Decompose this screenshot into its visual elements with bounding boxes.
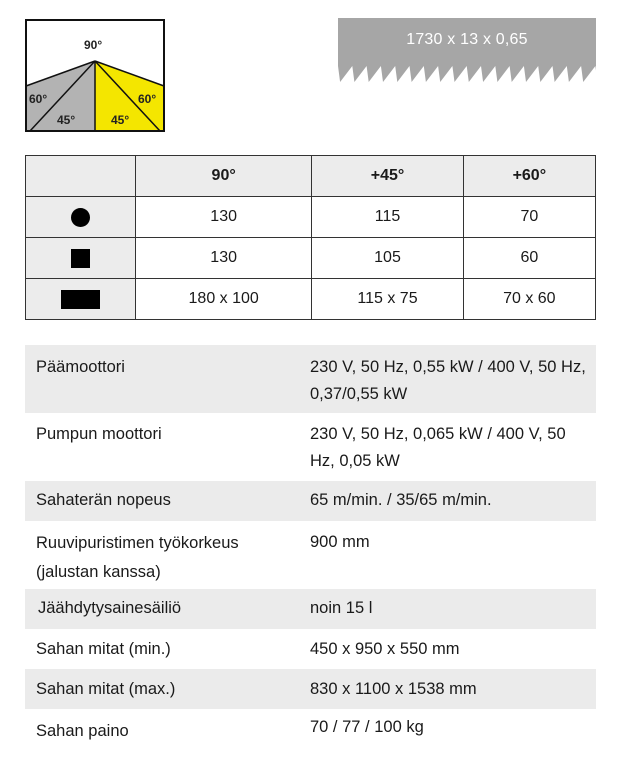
shape-cell bbox=[26, 238, 136, 279]
header-90: 90° bbox=[136, 156, 312, 197]
table-cell: 115 x 75 bbox=[312, 279, 463, 320]
spec-row-vise-height bbox=[25, 521, 596, 589]
table-cell: 70 bbox=[463, 197, 595, 238]
angle-label-90: 90° bbox=[84, 38, 103, 52]
shape-cell bbox=[26, 279, 136, 320]
angle-label-right-60: 60° bbox=[138, 92, 157, 106]
spec-label: Jäähdytysainesäiliö bbox=[38, 599, 182, 617]
table-row bbox=[26, 238, 596, 279]
spec-value: noin 15 l bbox=[310, 599, 373, 617]
square-bar-icon bbox=[71, 249, 90, 268]
table-row bbox=[26, 279, 596, 320]
spec-row-min-dimensions bbox=[25, 629, 596, 669]
spec-value: 450 x 950 x 550 mm bbox=[310, 640, 460, 658]
spec-row-main-motor bbox=[25, 345, 596, 413]
table-cell: 60 bbox=[463, 238, 595, 279]
spec-label: Sahan paino bbox=[36, 722, 129, 740]
spec-row-max-dimensions bbox=[25, 669, 596, 709]
spec-value: 65 m/min. / 35/65 m/min. bbox=[310, 491, 492, 509]
header-plus-60: +60° bbox=[463, 156, 595, 197]
table-cell: 130 bbox=[136, 197, 312, 238]
angle-label-left-45: 45° bbox=[57, 113, 76, 127]
table-cell: 115 bbox=[312, 197, 463, 238]
miter-angle-graphic bbox=[25, 19, 165, 132]
spec-row-blade-speed bbox=[25, 481, 596, 521]
saw-blade-banner bbox=[338, 18, 596, 82]
spec-value: 900 mm bbox=[310, 533, 370, 551]
blade-dimensions: 1730 x 13 x 0,65 bbox=[406, 31, 528, 48]
header-plus-45: +45° bbox=[312, 156, 463, 197]
spec-label: Sahan mitat (max.) bbox=[36, 680, 176, 698]
table-cell: 70 x 60 bbox=[463, 279, 595, 320]
specifications-table bbox=[25, 345, 596, 751]
miter-angle-diagram bbox=[25, 19, 165, 132]
spec-value: 230 V, 50 Hz, 0,55 kW / 400 V, 50 Hz, 0,37/0,55 kW bbox=[310, 358, 586, 403]
saw-blade-graphic bbox=[338, 18, 596, 82]
spec-row-weight bbox=[25, 709, 596, 751]
spec-label: Päämoottori bbox=[36, 358, 125, 376]
table-cell: 180 x 100 bbox=[136, 279, 312, 320]
spec-label: Sahan mitat (min.) bbox=[36, 640, 171, 658]
spec-value: 830 x 1100 x 1538 mm bbox=[310, 680, 477, 698]
angle-label-right-45: 45° bbox=[111, 113, 130, 127]
shape-cell bbox=[26, 197, 136, 238]
spec-label: Ruuvipuristimen työkorkeus (jalustan kanssa) bbox=[36, 534, 239, 581]
table-header-row bbox=[26, 156, 596, 197]
spec-value: 230 V, 50 Hz, 0,065 kW / 400 V, 50 Hz, 0,05 kW bbox=[310, 425, 566, 470]
spec-row-pump-motor bbox=[25, 413, 596, 481]
flat-bar-icon bbox=[61, 290, 100, 309]
spec-row-coolant-tank bbox=[25, 589, 596, 629]
table-cell: 130 bbox=[136, 238, 312, 279]
spec-value: 70 / 77 / 100 kg bbox=[310, 718, 424, 736]
round-bar-icon bbox=[71, 208, 90, 227]
table-cell: 105 bbox=[312, 238, 463, 279]
spec-label: Sahaterän nopeus bbox=[36, 491, 171, 509]
empty-header-cell bbox=[26, 156, 136, 197]
spec-label: Pumpun moottori bbox=[36, 425, 162, 443]
angle-label-left-60: 60° bbox=[29, 92, 48, 106]
cutting-capacity-table bbox=[25, 155, 596, 320]
table-row bbox=[26, 197, 596, 238]
